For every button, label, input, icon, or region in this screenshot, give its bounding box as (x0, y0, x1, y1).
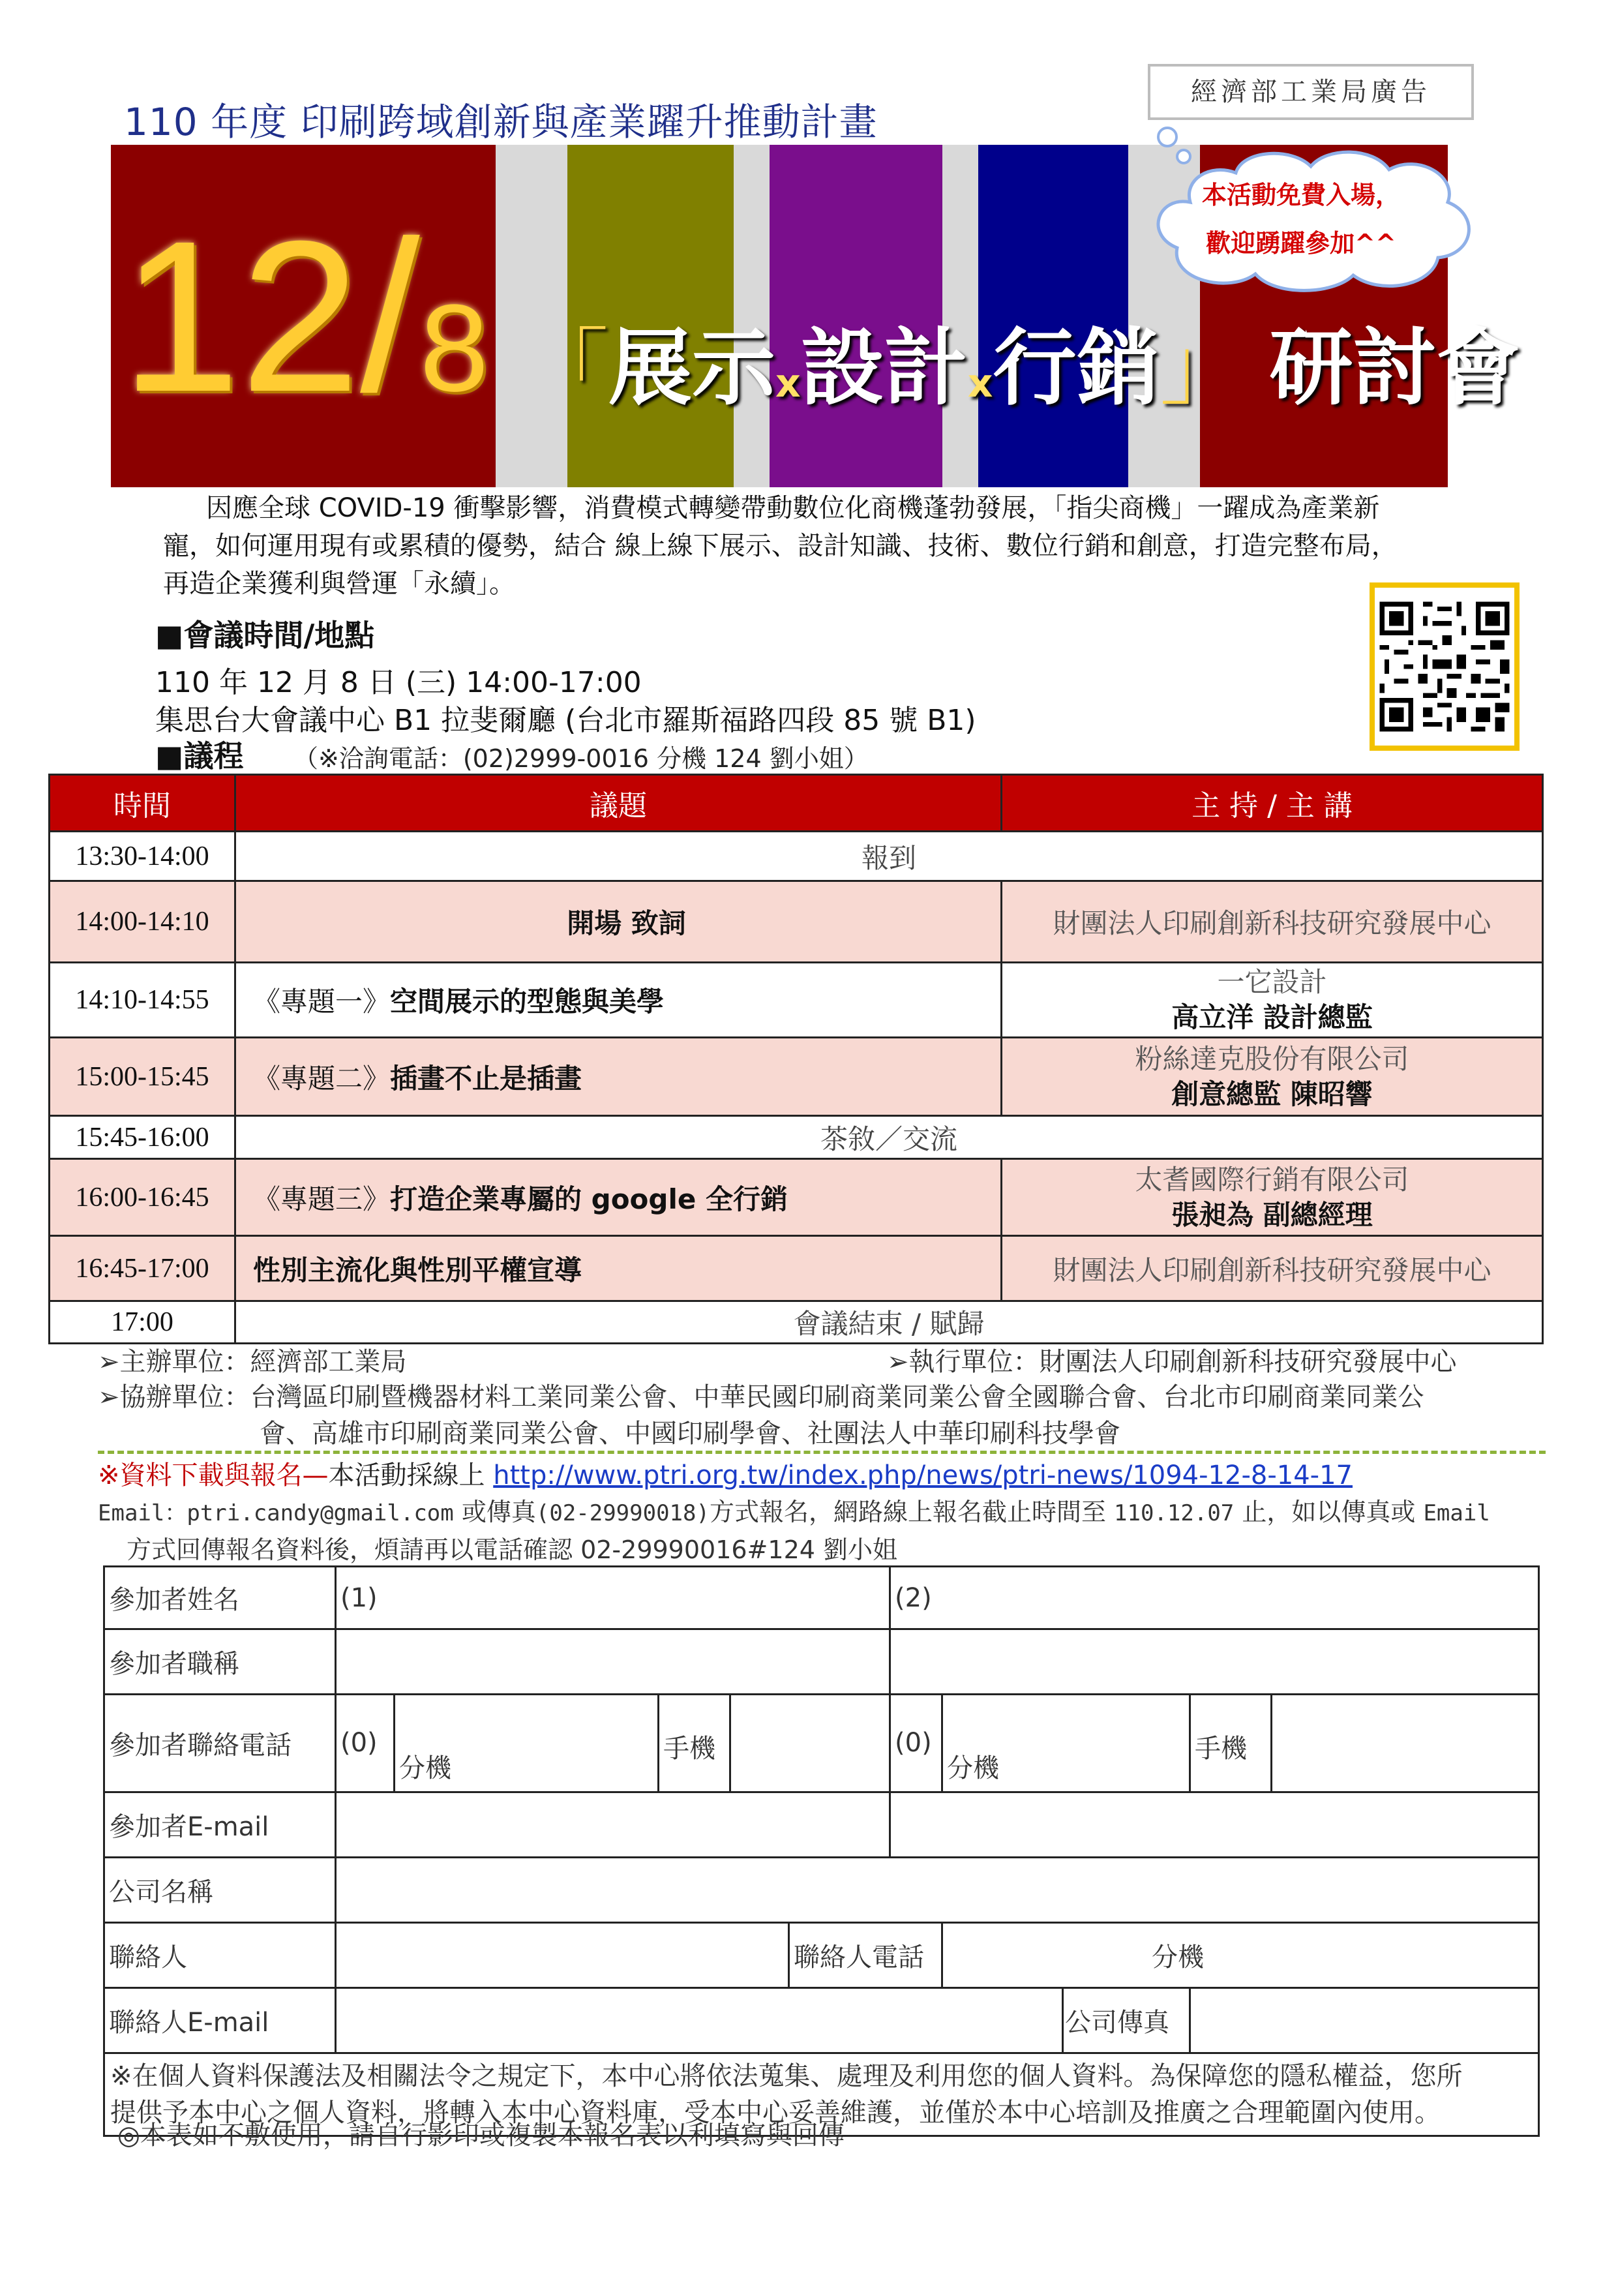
banner-bar (942, 145, 978, 487)
host-org: 太耆國際行銷有限公司 (1135, 1163, 1409, 1196)
contact-person-field[interactable] (336, 1923, 789, 1988)
registration-form (103, 1565, 1540, 2137)
qr-code[interactable] (1370, 582, 1520, 751)
form-row-company (104, 1858, 1539, 1923)
table-row (50, 1159, 1543, 1236)
mobile-label: 手機 (659, 1695, 730, 1792)
register-link[interactable]: http://www.ptri.org.tw/index.php/news/ptri-news/1094-12-8-14-17 (493, 1460, 1353, 1490)
program-title: 110 年度 印刷跨域創新與產業躍升推動計畫 (124, 100, 878, 144)
ext-label: 分機 (947, 1753, 1000, 1783)
ext-label: 分機 (1152, 1942, 1205, 1972)
cross-mark: x (967, 361, 993, 406)
participant-title-2-field[interactable] (890, 1629, 1539, 1695)
cloud-line: 歡迎踴躍參加^^ (1206, 229, 1396, 258)
contact-phone-label: 聯絡人電話 (789, 1923, 942, 1988)
privacy-line: 提供予本中心之個人資料，將轉入本中心資料庫，受本中心妥善維護，並僅於本中心培訓及推廣之合理範圍內使用。 (110, 2098, 1441, 2128)
download-register-line (98, 1455, 1353, 1492)
event-word-display: 展示 (608, 320, 776, 417)
ext-label: 分機 (399, 1753, 451, 1783)
topic-prefix: 《專題三》 (253, 1183, 391, 1215)
register-dash: — (302, 1460, 329, 1490)
participant-index: (1) (340, 1582, 378, 1613)
note-fax: (02-29990018) (535, 1500, 710, 1526)
note-deadline: 110.12.07 (1114, 1500, 1235, 1526)
form-row-contact-email (104, 1988, 1539, 2053)
table-row (50, 963, 1543, 1038)
row-topic (235, 1159, 1002, 1236)
co-organizers-line2: 會、高雄市印刷商業同業公會、中國印刷學會、社團法人中華印刷科技學會 (260, 1419, 1120, 1449)
topic-prefix: 《專題一》 (253, 986, 391, 1018)
free-admission-note (1158, 171, 1445, 267)
executor-organizer: ➢執行單位：財團法人印刷創新科技研究發展中心 (887, 1347, 1457, 1377)
row-topic: 茶敘／交流 (235, 1116, 1543, 1159)
banner-bar (496, 145, 567, 487)
email-fax-note-line1 (98, 1494, 1533, 1532)
company-fax-label: 公司傳真 (1063, 1988, 1190, 2053)
row-host: 財團法人印刷創新科技研究發展中心 (1002, 1236, 1543, 1301)
host-person: 張昶為 副總經理 (1171, 1198, 1373, 1231)
event-title (525, 320, 1520, 432)
qr-code-icon (1375, 588, 1514, 746)
row-time: 14:10-14:55 (50, 963, 235, 1038)
form-row-email (104, 1792, 1539, 1858)
intro-paragraph (163, 489, 1500, 603)
row-host (1002, 1038, 1543, 1116)
company-fax-field[interactable] (1190, 1988, 1539, 2053)
intro-line: 再造企業獲利與營運「永續」。 (163, 569, 515, 599)
row-time: 17:00 (50, 1301, 235, 1344)
host-person: 創意總監 陳昭響 (1171, 1078, 1373, 1110)
participant-title-1-field[interactable] (336, 1629, 890, 1695)
row-time: 15:00-15:45 (50, 1038, 235, 1116)
open-quote: 「 (525, 320, 609, 417)
table-row (50, 1038, 1543, 1116)
company-name-field[interactable] (336, 1858, 1539, 1923)
agenda-table (48, 774, 1544, 1344)
table-row (50, 881, 1543, 963)
banner-bar (978, 145, 1128, 487)
event-word-design: 設計 (800, 320, 968, 417)
row-topic: 性別主流化與性別平權宣導 (235, 1236, 1002, 1301)
participant-email-1-field[interactable] (336, 1792, 890, 1858)
intro-line: 寵，如何運用現有或累積的優勢，結合 線上線下展示、設計知識、技術、數位行銷和創意，打造完整布局， (163, 531, 1398, 561)
meeting-datetime: 110 年 12 月 8 日 (三) 14:00-17:00 (155, 666, 642, 699)
row-host (1002, 963, 1543, 1038)
event-word-marketing: 行銷 (993, 320, 1160, 417)
agenda-header-row (50, 775, 1543, 832)
host-organizer: ➢主辦單位：經濟部工業局 (98, 1347, 407, 1377)
note-text: 或傳真 (453, 1498, 536, 1526)
row-topic: 開場 致詞 (235, 881, 1002, 963)
mobile-2-field[interactable] (1272, 1695, 1539, 1792)
footer-note: ◎本表如不敷使用，請自行影印或複製本報名表以利填寫與回傳 (117, 2121, 845, 2151)
table-row (50, 832, 1543, 881)
participant-phone-label: 參加者聯絡電話 (104, 1695, 336, 1792)
topic-prefix: 《專題二》 (253, 1062, 391, 1095)
participant-email-2-field[interactable] (890, 1792, 1539, 1858)
email-fax-note-line2: 方式回傳報名資料後，煩請再以電話確認 02-29990016#124 劉小姐 (127, 1535, 898, 1564)
row-topic (235, 1038, 1002, 1116)
host-person: 高立洋 設計總監 (1171, 1001, 1373, 1033)
co-organizers-line1: ➢協辦單位：台灣區印刷暨機器材料工業同業公會、中華民國印刷商業同業公會全國聯合會、台北市印刷商業同業公 (98, 1382, 1424, 1412)
mobile-label: 手機 (1190, 1695, 1272, 1792)
row-time: 15:45-16:00 (50, 1116, 235, 1159)
topic-title: 打造企業專屬的 google 全行銷 (390, 1183, 788, 1215)
topic-title: 插畫不止是插畫 (390, 1062, 582, 1095)
phone-1-field[interactable] (395, 1695, 659, 1792)
form-row-phone (104, 1695, 1539, 1792)
meeting-venue: 集思台大會議中心 B1 拉斐爾廳 (台北市羅斯福路四段 85 號 B1) (155, 704, 976, 737)
close-quote: 」 (1160, 320, 1244, 417)
meeting-heading: ■會議時間/地點 (155, 618, 375, 653)
row-topic (235, 963, 1002, 1038)
company-name-label: 公司名稱 (104, 1858, 336, 1923)
event-date (121, 196, 489, 456)
area-code-field[interactable]: (0) (336, 1695, 395, 1792)
participant-name-1-field[interactable] (336, 1567, 890, 1629)
register-prefix: ※資料下載與報名 (98, 1460, 303, 1490)
cross-mark: x (775, 361, 801, 406)
participant-name-label: 參加者姓名 (104, 1567, 336, 1629)
note-text: 方式報名，網路線上報名截止時間至 (709, 1498, 1115, 1526)
row-time: 14:00-14:10 (50, 881, 235, 963)
banner-bar (567, 145, 734, 487)
note-email: Email：ptri.candy@gmail.com (98, 1500, 454, 1526)
form-row-name (104, 1567, 1539, 1629)
form-row-title (104, 1629, 1539, 1695)
area-code-field[interactable]: (0) (890, 1695, 942, 1792)
row-topic: 會議結束 / 賦歸 (235, 1301, 1543, 1344)
table-row (50, 1236, 1543, 1301)
intro-line: 因應全球 COVID-19 衝擊影響，消費模式轉變帶動數位化商機蓬勃發展，「指尖商機」一躍成為產業新 (206, 493, 1380, 523)
section-divider (98, 1451, 1546, 1454)
col-header-topic: 議題 (235, 775, 1002, 832)
col-header-host: 主 持 / 主 講 (1002, 775, 1543, 832)
phone-2-field[interactable] (942, 1695, 1190, 1792)
host-org: 一它設計 (1217, 966, 1327, 998)
contact-person-label: 聯絡人 (104, 1923, 336, 1988)
row-time: 16:45-17:00 (50, 1236, 235, 1301)
privacy-line: ※在個人資料保護法及相關法令之規定下，本中心將依法蒐集、處理及利用您的個人資料。為保障您的隱私權益，您所 (110, 2061, 1463, 2091)
row-host: 財團法人印刷創新科技研究發展中心 (1002, 881, 1543, 963)
cloud-line: 本活動免費入場， (1201, 181, 1400, 209)
note-text: Email (1423, 1500, 1490, 1526)
row-time: 16:00-16:45 (50, 1159, 235, 1236)
event-date-day: 8 (419, 279, 489, 417)
agenda-heading: ■議程 (155, 738, 244, 774)
email-fax-note (98, 1494, 1533, 1568)
table-row (50, 1301, 1543, 1344)
participant-index: (2) (895, 1582, 932, 1613)
row-time: 13:30-14:00 (50, 832, 235, 881)
ad-label: 經濟部工業局廣告 (1148, 64, 1474, 120)
event-word-seminar: 研討會 (1269, 320, 1520, 417)
note-text: 止，如以傳真或 (1234, 1498, 1424, 1526)
form-row-contact (104, 1923, 1539, 1988)
banner-bar (734, 145, 770, 487)
event-date-month: 12/ (121, 196, 420, 436)
contact-email-label: 聯絡人E-mail (104, 1988, 336, 2053)
contact-phone-note: （※洽詢電話：(02)2999-0016 分機 124 劉小姐） (293, 744, 869, 773)
table-row (50, 1116, 1543, 1159)
banner-bar (770, 145, 942, 487)
participant-name-2-field[interactable] (890, 1567, 1539, 1629)
topic-title: 空間展示的型態與美學 (390, 986, 665, 1018)
contact-phone-field[interactable] (942, 1923, 1539, 1988)
host-org: 粉絲達克股份有限公司 (1135, 1042, 1409, 1075)
participant-title-label: 參加者職稱 (104, 1629, 336, 1695)
contact-email-field[interactable] (336, 1988, 1063, 2053)
register-lead: 本活動採線上 (328, 1460, 494, 1490)
col-header-time: 時間 (50, 775, 235, 832)
row-topic: 報到 (235, 832, 1543, 881)
mobile-1-field[interactable] (730, 1695, 890, 1792)
row-host (1002, 1159, 1543, 1236)
participant-email-label: 參加者E-mail (104, 1792, 336, 1858)
